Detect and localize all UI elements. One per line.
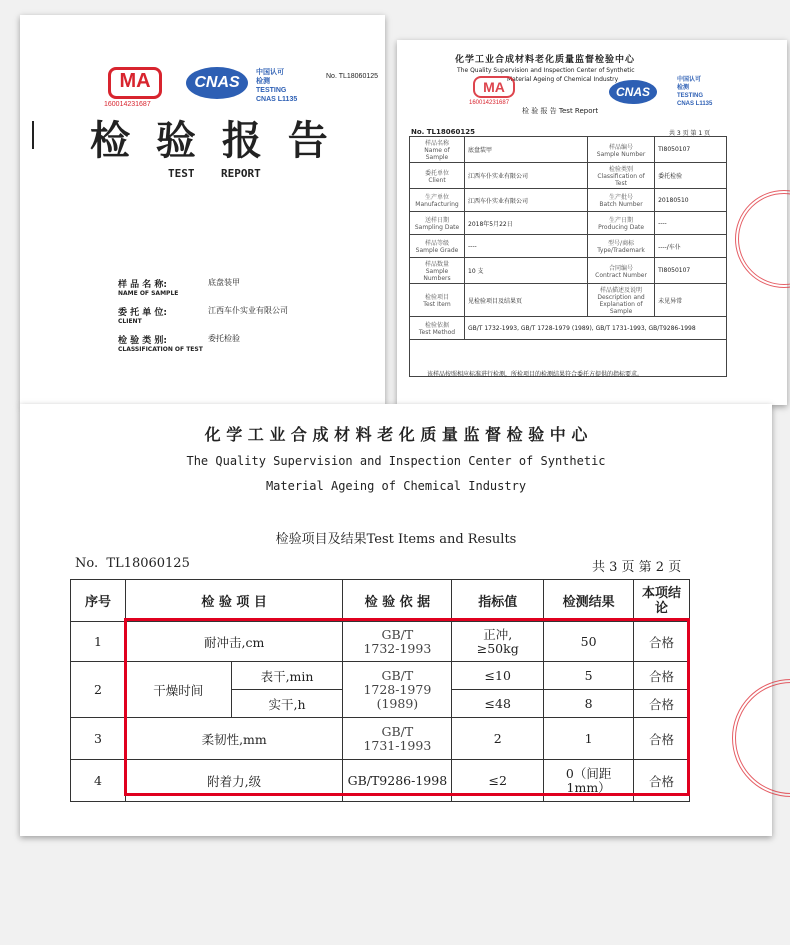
field-label: 生产单位 Manufacturing [410,189,465,212]
row-basis: GB/T 1732-1993 [343,622,452,662]
ma-id: 160014231687 [104,101,151,108]
field-label: 检验类别 Classification of Test [588,163,655,189]
ma-logo: MA [473,76,515,98]
table-row [410,258,727,284]
row-basis: GB/T9286-1998 [343,760,452,802]
field-label: 检验项目 Test Item [410,284,465,317]
row-conclusion: 合格 [634,690,690,718]
report-cover-page [20,15,385,405]
field-label: 生产日期 Producing Date [588,212,655,235]
row-result: 8 [544,690,634,718]
cover-field-classification: 检 验 类 别: CLASSIFICATION OF TEST 委托检验 [118,334,240,353]
red-seal-stamp [732,679,790,797]
table-row [410,189,727,212]
test-results-table [70,579,690,802]
cnas-logo: CNAS [609,80,657,104]
row-subitem: 表干,min [231,662,343,690]
center-name-en-2: Material Ageing of Chemical Industry [507,76,619,83]
page-indicator: 共 3 页 第 2 页 [592,560,682,575]
field-value: ----/车仆 [655,235,727,258]
row-result: 0（间距 1mm） [544,760,634,802]
field-label: 样品等级 Sample Grade [410,235,465,258]
row-index: ≤10 [452,662,544,690]
field-value: 委托检验 [655,163,727,189]
field-value: TI8050107 [655,258,727,284]
field-label: 样品描述及说明 Description and Explanation of Sample [588,284,655,317]
cnas-label: 中国认可 检测 TESTING CNAS L1135 [256,69,298,103]
field-value: 江西车仆实业有限公司 [465,189,588,212]
report-page-2 [20,404,772,836]
table-header-row [71,580,690,622]
field-label: 生产批号 Batch Number [588,189,655,212]
field-value: GB/T 1732-1993, GB/T 1728-1979 (1989), GB/T 1731-1993, GB/T9286-1998 [465,317,727,340]
cover-field-client: 委 托 单 位: CLIENT 江西车仆实业有限公司 [118,306,288,325]
row-conclusion: 合格 [634,662,690,690]
table-row [410,163,727,189]
row-index: 2 [452,718,544,760]
center-name-en-2: Material Ageing of Chemical Industry [265,479,527,493]
divider [32,121,40,149]
sample-info-table [409,136,727,377]
ma-id: 160014231687 [469,100,510,106]
header-basis: 检 验 依 据 [343,580,452,622]
row-item: 耐冲击,cm [125,622,343,662]
cover-fields [118,277,368,361]
table-row [71,662,690,690]
field-label: 送样日期 Sampling Date [410,212,465,235]
field-label: 样品名称 Name of Sample [410,137,465,163]
report-number: No. TL18060125 [75,556,190,571]
row-result: 1 [544,718,634,760]
field-label: 合同编号 Contract Number [588,258,655,284]
red-seal-stamp [735,190,790,288]
row-conclusion: 合格 [634,622,690,662]
field-label: 样品数量 Sample Numbers [410,258,465,284]
field-value: ---- [465,235,588,258]
row-seq: 4 [71,760,126,802]
field-value: 20180510 [655,189,727,212]
row-item: 柔韧性,mm [125,718,343,760]
row-index: ≤2 [452,760,544,802]
center-name-cn: 化学工业合成材料老化质量监督检验中心 [455,55,636,65]
field-label: 样品编号 Sample Number [588,137,655,163]
cover-field-sample: 样 品 名 称: NAME OF SAMPLE 底盘装甲 [118,278,240,297]
report-number: No. TL18060125 [411,128,475,136]
row-item: 干燥时间 [125,662,231,718]
table-row [410,212,727,235]
table-row [71,760,690,802]
row-basis: GB/T 1731-1993 [343,718,452,760]
table-row [410,284,727,317]
table-row [410,137,727,163]
section-title: 检验项目及结果Test Items and Results [275,532,517,547]
ma-logo: MA [108,67,162,99]
row-result: 50 [544,622,634,662]
row-seq: 1 [71,622,126,662]
field-value: 底盘装甲 [465,137,588,163]
table-row [71,622,690,662]
field-value: 见检验项目及结果页 [465,284,588,317]
row-result: 5 [544,662,634,690]
report-number: No. TL18060125 [326,73,379,80]
field-label: 检验依据 Test Method [410,317,465,340]
field-value: TI8050107 [655,137,727,163]
row-conclusion: 合格 [634,760,690,802]
report-subtitle: TEST REPORT [168,167,261,180]
center-name-en-1: The Quality Supervision and Inspection Center of Synthetic [186,454,606,468]
header-item: 检 验 项 目 [125,580,343,622]
row-index: ≤48 [452,690,544,718]
field-value: 江西车仆实业有限公司 [465,163,588,189]
field-value: 2018年5月22日 [465,212,588,235]
row-seq: 3 [71,718,126,760]
field-value: ---- [655,212,727,235]
cnas-logo: CNAS [186,67,248,99]
row-basis: GB/T 1728-1979 (1989) [343,662,452,718]
field-value: 10 支 [465,258,588,284]
center-name-cn: 化 学 工 业 合 成 材 料 老 化 质 量 监 督 检 验 中 心 [204,425,588,444]
field-label: 型号/商标 Type/Trademark [588,235,655,258]
cnas-label: 中国认可 检测 TESTING CNAS L1135 [677,77,713,107]
table-row [410,317,727,340]
row-seq: 2 [71,662,126,718]
report-page-1 [397,40,787,405]
row-index: 正冲, ≥50kg [452,622,544,662]
row-subitem: 实干,h [231,690,343,718]
conclusion-text: 该样品按照相应标准进行检测，所检项目的检测结果符合委托方提供的指标要求。 [427,371,644,378]
field-label: 委托单位 Client [410,163,465,189]
report-title: 检 验 报 告 Test Report [522,107,599,115]
row-conclusion: 合格 [634,718,690,760]
table-row [410,235,727,258]
field-value: 未见异常 [655,284,727,317]
center-name-en-1: The Quality Supervision and Inspection Center of Synthetic [457,67,635,74]
page-indicator: 共 3 页 第 1 页 [669,130,711,137]
report-title: 检 验 报 告 [90,117,334,164]
header-index: 指标值 [452,580,544,622]
header-result: 检测结果 [544,580,634,622]
header-conclusion: 本项结论 [634,580,690,622]
header-seq: 序号 [71,580,126,622]
table-row [71,718,690,760]
row-item: 附着力,级 [125,760,343,802]
